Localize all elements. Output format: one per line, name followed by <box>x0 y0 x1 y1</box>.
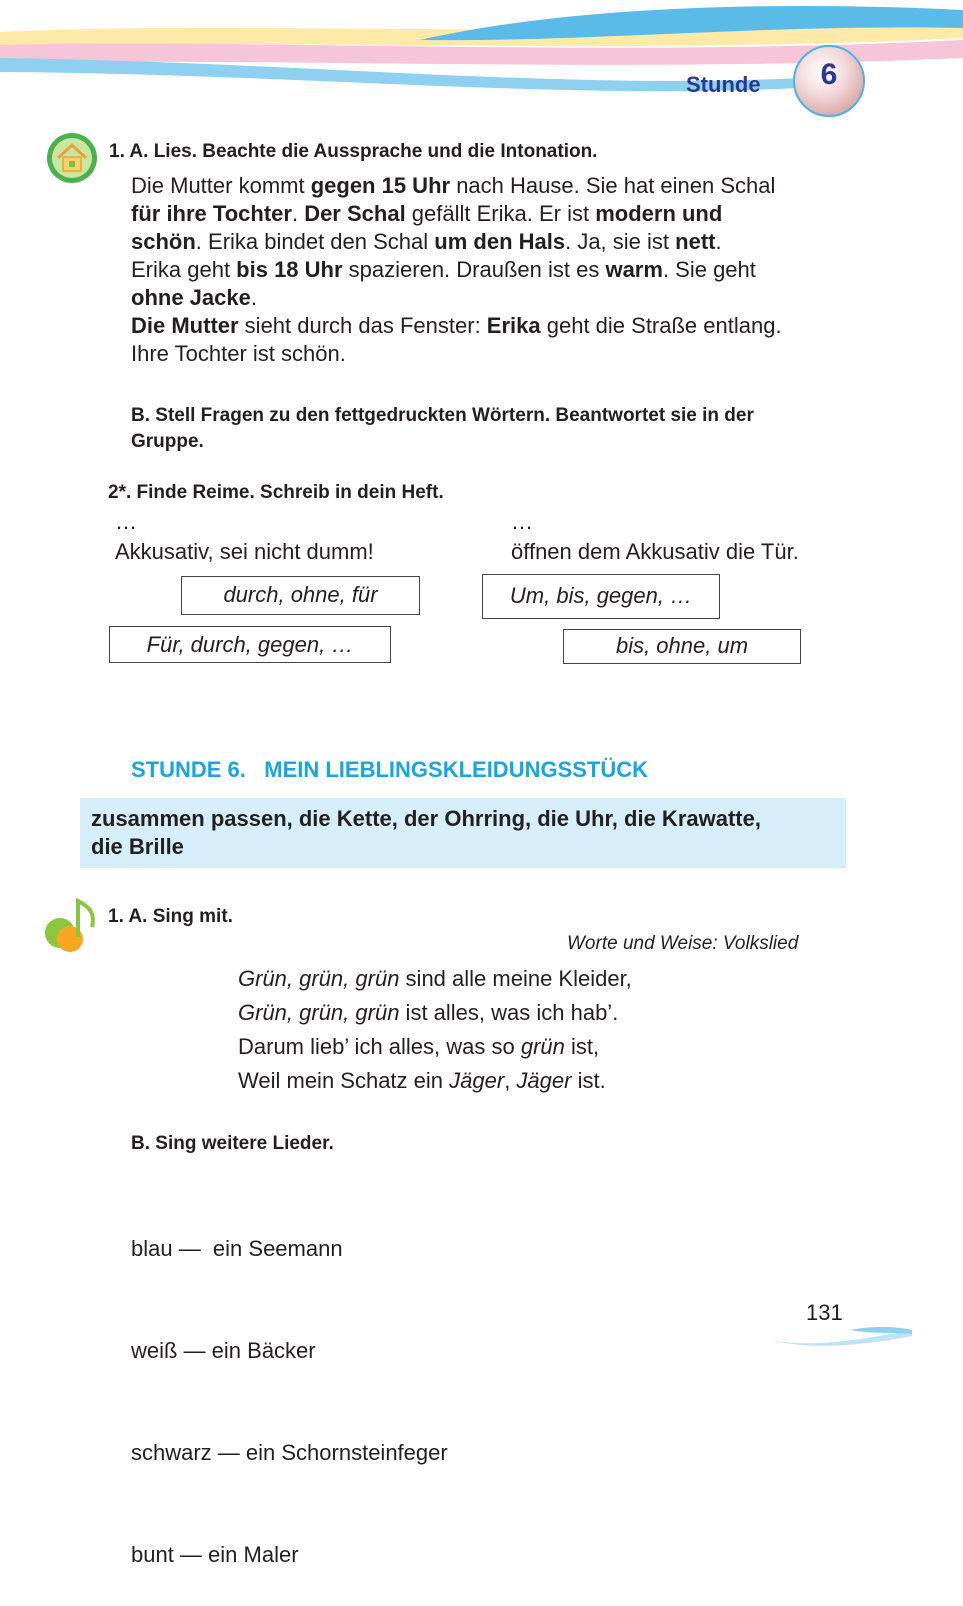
text-line: für ihre Tochter. Der Schal gefällt Erika. Er ist modern und <box>131 201 723 226</box>
lyric-line: Weil mein Schatz ein Jäger, Jäger ist. <box>238 1068 606 1093</box>
section-title: STUNDE 6. MEIN LIEBLINGSKLEIDUNGSSTÜCK <box>131 757 649 782</box>
list-item: blau — ein Seemann <box>131 1236 343 1261</box>
task1-paragraph <box>131 172 845 368</box>
rhyme-left-dots: … <box>115 509 137 534</box>
song-heading: 1. A. Sing mit. <box>108 906 233 927</box>
color-list <box>131 1164 448 1606</box>
house-icon <box>46 132 98 184</box>
lyric-line: Grün, grün, grün sind alle meine Kleider, <box>238 966 632 991</box>
list-item: schwarz — ein Schornsteinfeger <box>131 1440 448 1465</box>
lesson-number: 6 <box>820 58 838 91</box>
music-note-icon <box>42 897 102 955</box>
song-part-b: B. Sing weitere Lieder. <box>131 1133 334 1154</box>
rhyme-box: durch, ohne, für <box>181 576 420 615</box>
rhyme-right-line: öffnen dem Akkusativ die Tür. <box>511 539 799 564</box>
rhyme-box: bis, ohne, um <box>563 629 801 664</box>
text-line: ohne Jacke. <box>131 285 257 310</box>
vocabulary-box: zusammen passen, die Kette, der Ohrring, die Uhr, die Krawatte, die Brille <box>80 798 846 868</box>
header-stunde-label: Stunde <box>686 72 761 97</box>
lyric-line: Darum lieb’ ich alles, was so grün ist, <box>238 1034 600 1059</box>
song-lyrics <box>238 962 632 1098</box>
text-line: Erika geht bis 18 Uhr spazieren. Draußen ist es warm. Sie geht <box>131 257 756 282</box>
task1-heading: 1. A. Lies. Beachte die Aussprache und die Intonation. <box>109 141 598 162</box>
song-credit: Worte und Weise: Volkslied <box>567 933 799 954</box>
text-line: Die Mutter sieht durch das Fenster: Erika geht die Straße entlang. <box>131 313 782 338</box>
task1-part-b: B. Stell Fragen zu den fettgedruckten Wörtern. Beantwortet sie in der Gruppe. <box>131 405 754 452</box>
text-line: Ihre Tochter ist schön. <box>131 341 346 366</box>
list-item: weiß — ein Bäcker <box>131 1338 316 1363</box>
rhyme-left-line: Akkusativ, sei nicht dumm! <box>115 539 374 564</box>
rhyme-box: Für, durch, gegen, … <box>109 626 391 663</box>
text-line: schön. Erika bindet den Schal um den Hals. Ja, sie ist nett. <box>131 229 722 254</box>
page-number: 131 <box>806 1300 843 1325</box>
lyric-line: Grün, grün, grün ist alles, was ich hab’. <box>238 1000 619 1025</box>
rhyme-box: Um, bis, gegen, … <box>482 574 720 619</box>
text-line: Die Mutter kommt gegen 15 Uhr nach Hause. Sie hat einen Schal <box>131 173 776 198</box>
rhyme-right-dots: … <box>511 509 533 534</box>
list-item: bunt — ein Maler <box>131 1542 299 1567</box>
task2-heading: 2*. Finde Reime. Schreib in dein Heft. <box>108 482 444 503</box>
footer-swoosh <box>770 1322 915 1350</box>
